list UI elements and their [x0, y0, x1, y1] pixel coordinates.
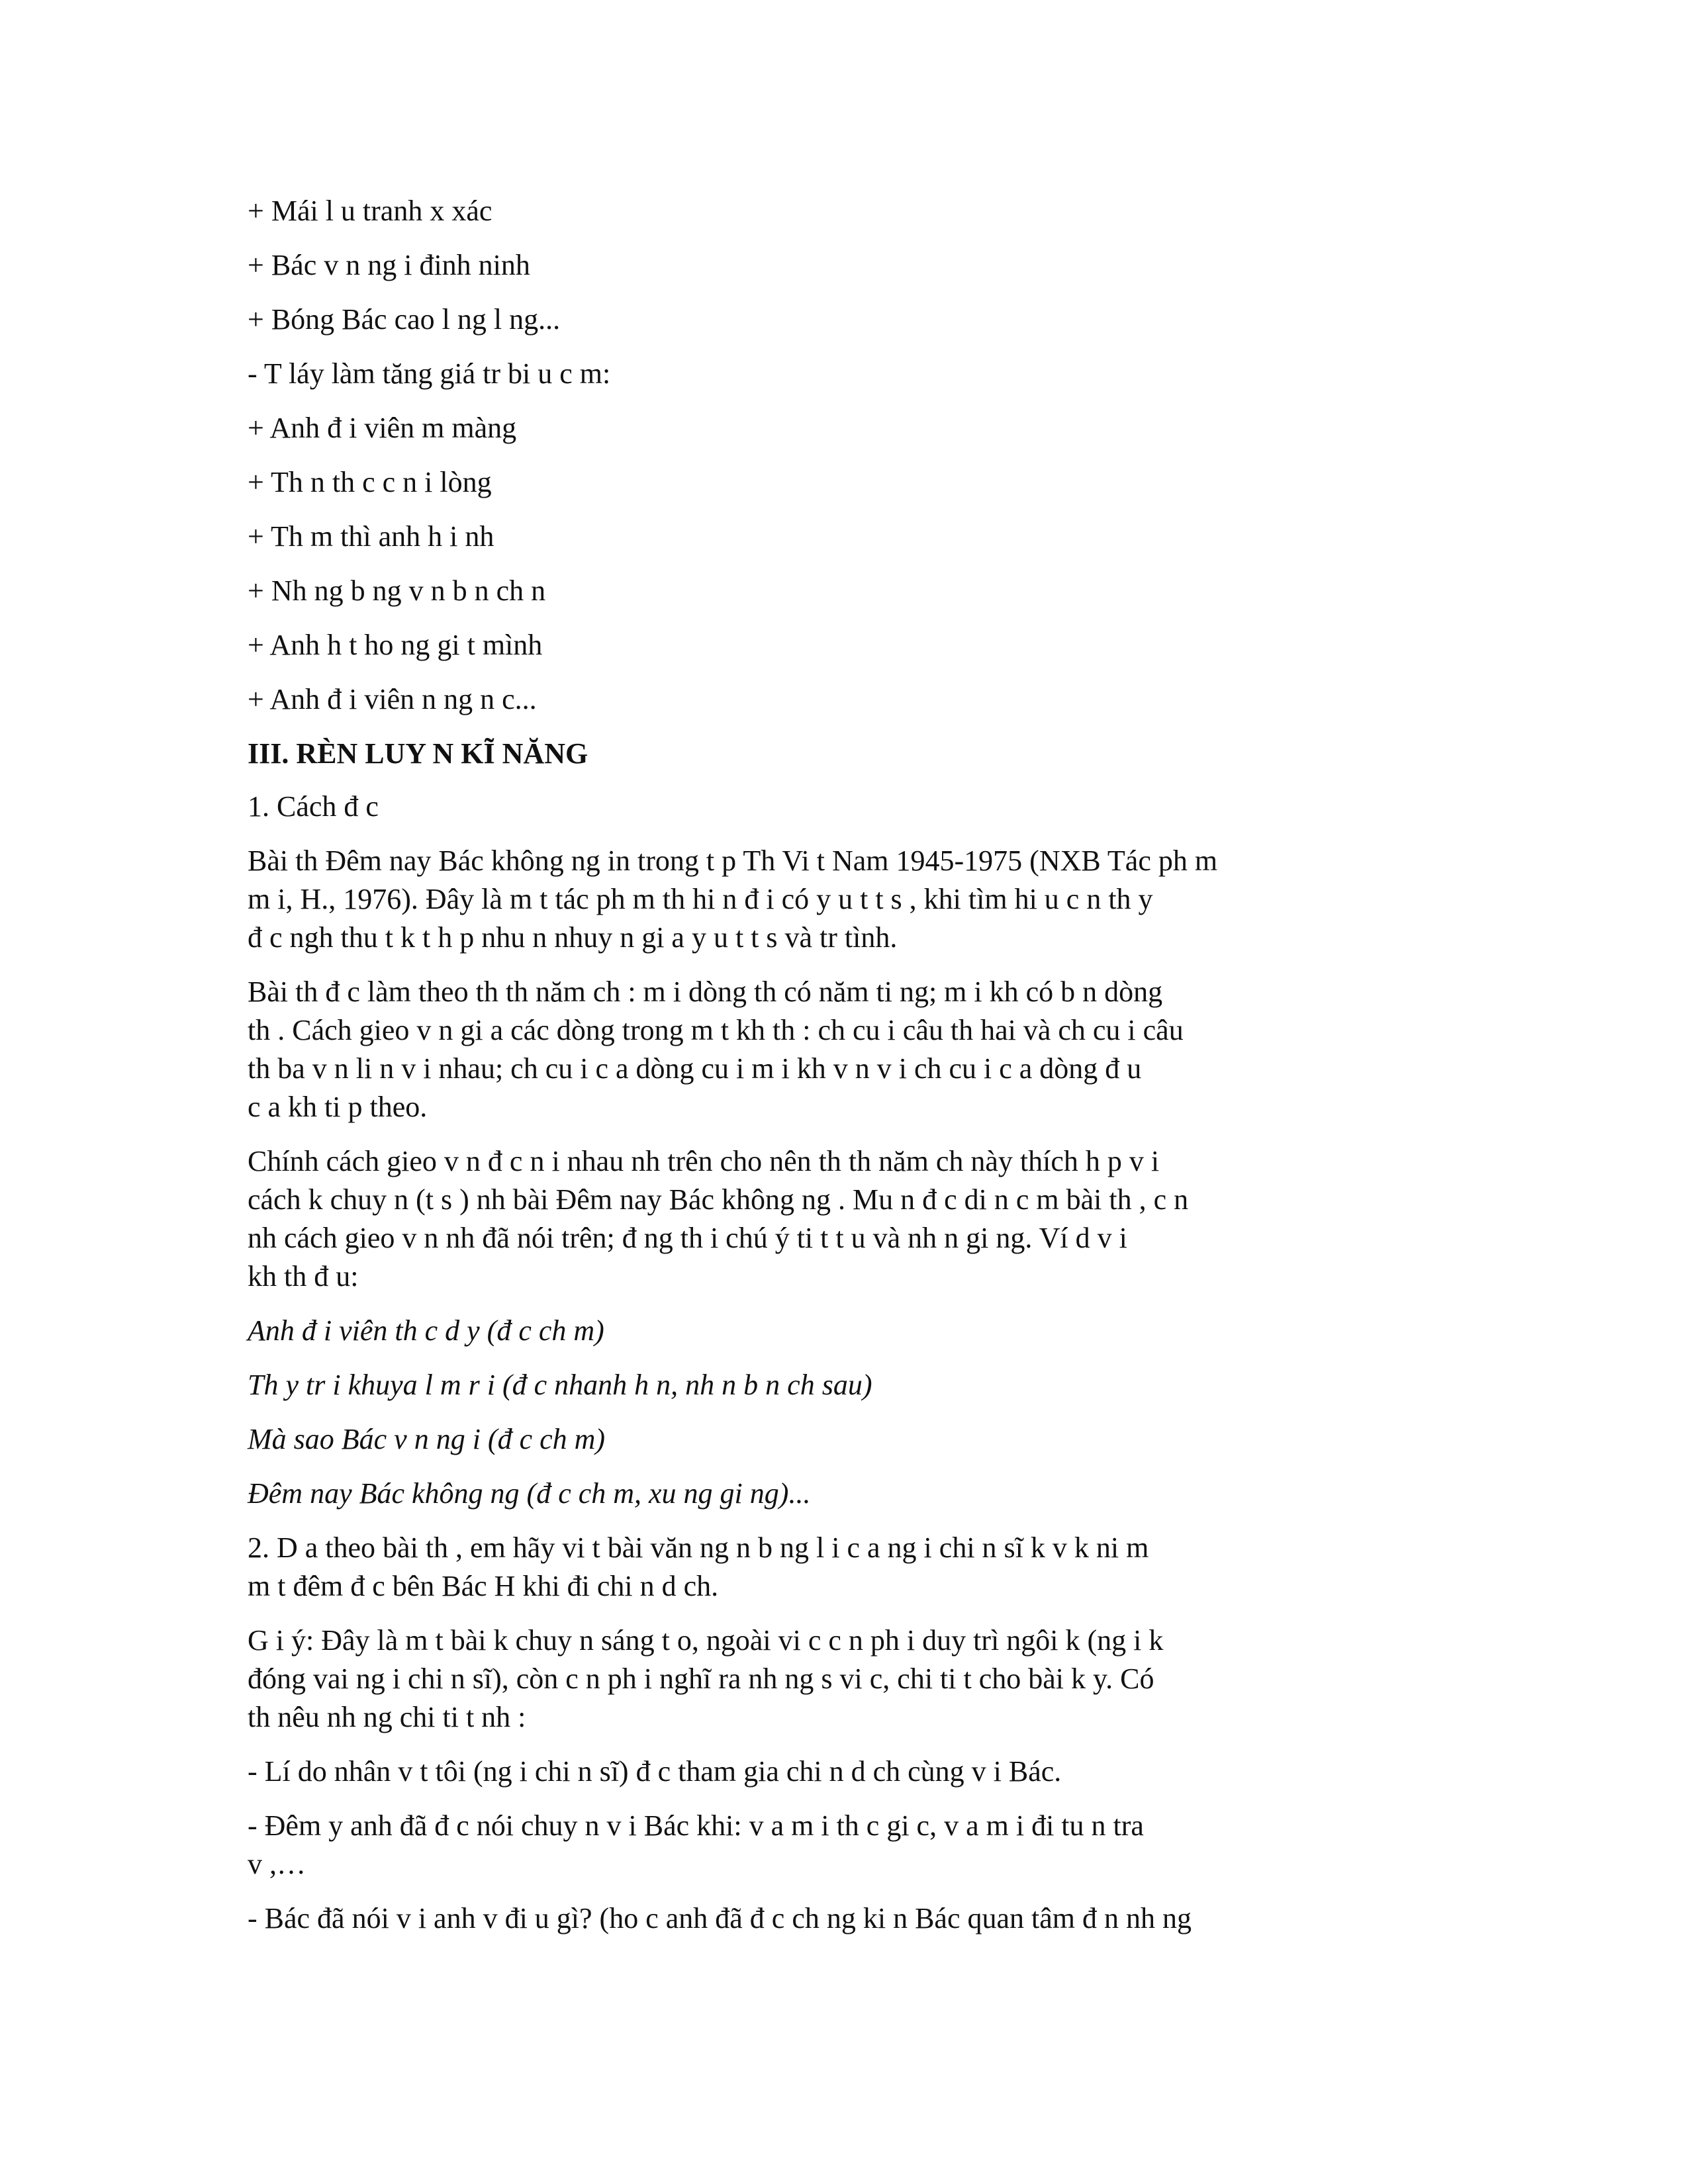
paragraph-detail-1: - Lí do nhân v t tôi (ng i chi n sĩ) đ c tham gia chi n d ch cùng v i Bác.: [248, 1755, 1062, 1788]
subheading: 1. Cách đ c: [248, 790, 379, 823]
paragraph-task: 2. D a theo bài th , em hãy vi t bài văn ng n b ng l i c a ng i chi n sĩ k v k ni m m t đêm đ c bên Bác H khi đi chi n d ch.: [248, 1531, 1149, 1602]
poem-line: Mà sao Bác v n ng i (đ c ch m): [248, 1423, 606, 1455]
list-item: + Anh đ i viên m màng: [248, 412, 517, 444]
poem-line: Th y tr i khuya l m r i (đ c nhanh h n, nh n b n ch sau): [248, 1369, 872, 1401]
paragraph-hint: G i ý: Đây là m t bài k chuy n sáng t o, ngoài vi c c n ph i duy trì ngôi k (ng i k đóng vai ng i chi n sĩ), còn c n ph i nghĩ ra nh ng s vi c, chi ti t cho bài k y. Có th nêu nh ng chi ti t nh :: [248, 1624, 1164, 1733]
list-item: - T láy làm tăng giá tr bi u c m:: [248, 357, 611, 390]
list-item: + Th n th c c n i lòng: [248, 466, 492, 498]
list-item: + Nh ng b ng v n b n ch n: [248, 574, 546, 607]
paragraph-intro: Bài th Đêm nay Bác không ng in trong t p Th Vi t Nam 1945-1975 (NXB Tác ph m m i, H., 1976). Đây là m t tác ph m th hi n đ i có y u t t s , khi tìm hi u c n th y đ c ngh thu t k t h p nhu n nhuy n gi a y u t t s và tr tình.: [248, 844, 1218, 954]
poem-line: Anh đ i viên th c d y (đ c ch m): [248, 1314, 604, 1347]
list-item: + Anh đ i viên n ng n c...: [248, 683, 537, 715]
poem-line: Đêm nay Bác không ng (đ c ch m, xu ng gi ng)...: [248, 1477, 811, 1510]
paragraph-detail-2: - Đêm y anh đã đ c nói chuy n v i Bác khi: v a m i th c gi c, v a m i đi tu n tra v ,…: [248, 1809, 1144, 1880]
document-page: [248, 192, 1432, 1954]
list-item: + Bác v n ng i đinh ninh: [248, 249, 530, 281]
list-item: + Bóng Bác cao l ng l ng...: [248, 303, 561, 336]
paragraph-detail-3: - Bác đã nói v i anh v đi u gì? (ho c anh đã đ c ch ng ki n Bác quan tâm đ n nh ng: [248, 1902, 1192, 1934]
list-item: + Anh h t ho ng gi t mình: [248, 629, 543, 661]
paragraph-meter: Bài th đ c làm theo th th năm ch : m i dòng th có năm ti ng; m i kh có b n dòng th . Cách gieo v n gi a các dòng trong m t kh th : ch cu i câu th hai và ch cu i câu th ba v n li n v i nhau; ch cu i c a dòng cu i m i kh v n v i ch cu i c a dòng đ u c a kh ti p theo.: [248, 976, 1184, 1123]
list-item: + Th m thì anh h i nh: [248, 520, 494, 553]
list-item: + Mái l u tranh x xác: [248, 195, 492, 227]
paragraph-rhyme: Chính cách gieo v n đ c n i nhau nh trên cho nên th th năm ch này thích h p v i cách k chuy n (t s ) nh bài Đêm nay Bác không ng . Mu n đ c di n c m bài th , c n nh cách gieo v n nh đã nói trên; đ ng th i chú ý ti t t u và nh n gi ng. Ví d v i kh th đ u:: [248, 1145, 1189, 1293]
section-heading: III. RÈN LUY N KĨ NĂNG: [248, 737, 588, 770]
